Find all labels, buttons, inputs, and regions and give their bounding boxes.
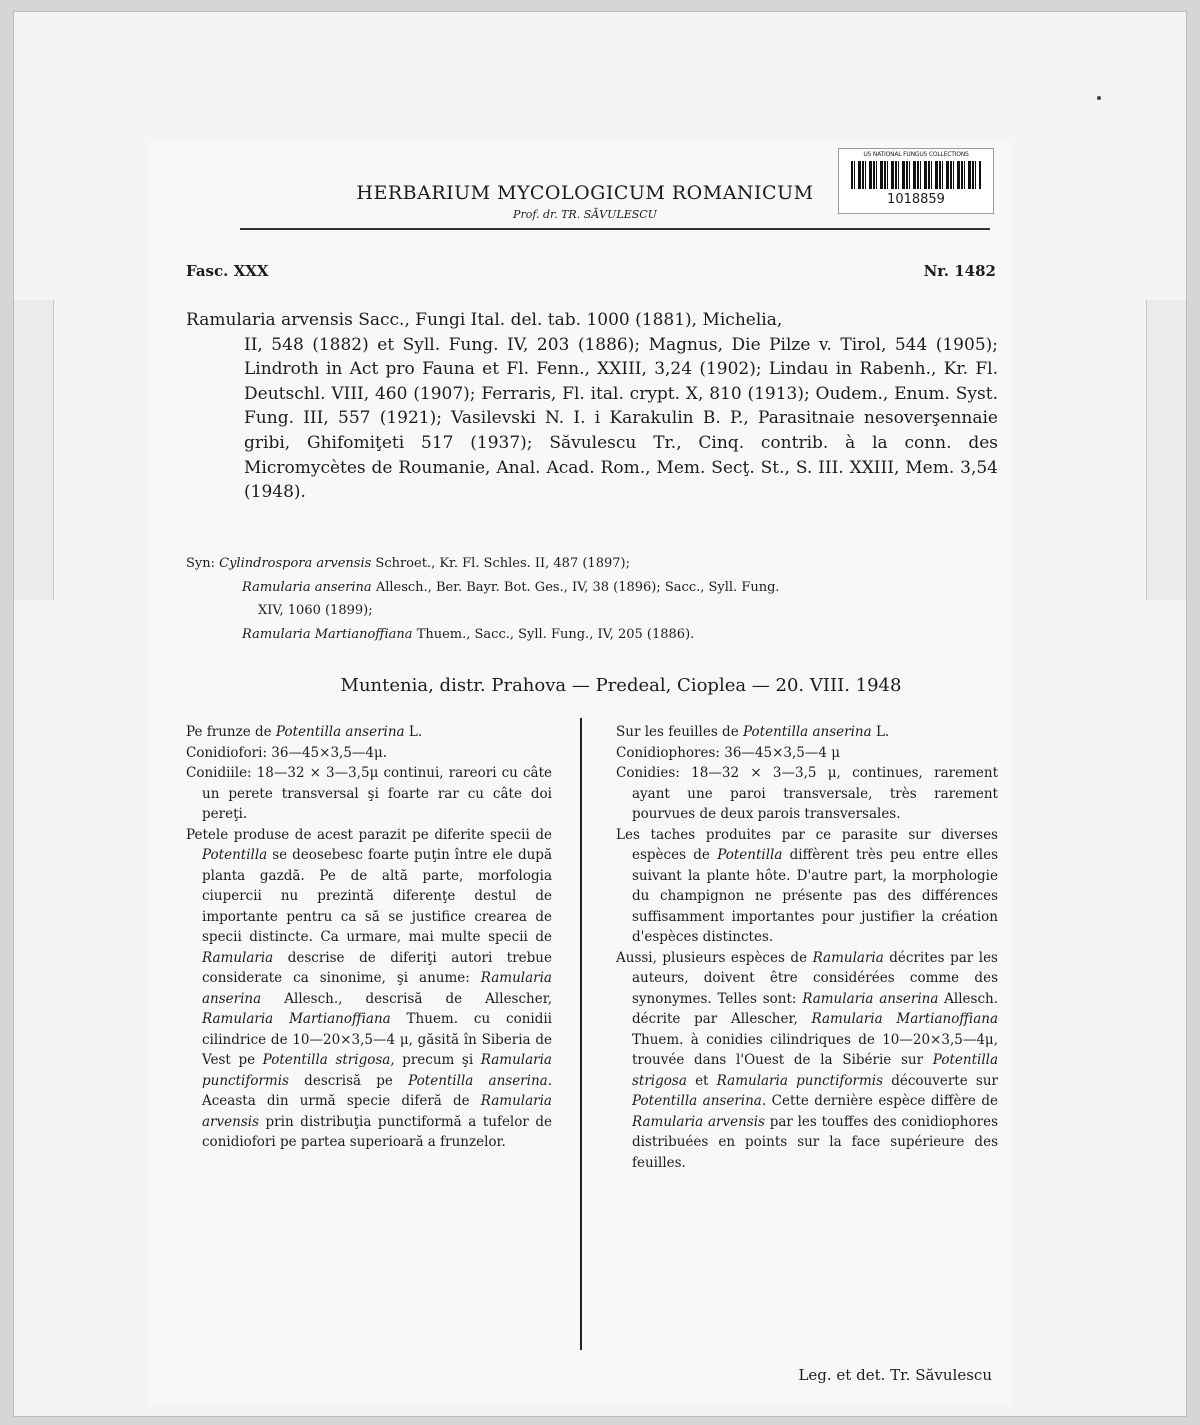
syn-prefix: Syn:: [186, 556, 220, 571]
syn-1-name: Cylindrospora arvensis: [219, 556, 372, 571]
collection-locality: Muntenia, distr. Prahova — Predeal, Cioplea — 20. VIII. 1948: [340, 675, 902, 696]
ro-text-i: prin distribuţia punctiformă a tufelor de conidiofori pe partea superioară a frunzelor.: [202, 1113, 552, 1150]
ro-host-3: Potentilla anserina: [408, 1072, 548, 1089]
fr-text-j: par les touffes des conidiophores distribuées en points sur la face supérieure des feuilles.: [632, 1113, 999, 1171]
ro-host-name: Potentilla anserina: [275, 724, 405, 740]
fr-conidia: Conidies: 18—32 × 3—3,5 μ, continues, rarement ayant une paroi transversale, très rarement pourvues de deux parois transversales.: [616, 765, 998, 822]
species-citation: [186, 308, 998, 505]
synonyms: [186, 552, 998, 646]
french-description: [616, 722, 998, 1173]
ro-genus-2: Ramularia: [202, 949, 274, 966]
fr-conidiophores: Conidiophores: 36—45×3,5—4 μ: [616, 744, 841, 761]
syn-3-ref: Thuem., Sacc., Syll. Fung., IV, 205 (1886).: [412, 626, 695, 642]
ro-text-d: Allesch., descrisă de Allescher,: [261, 990, 552, 1007]
syn-2-name: Ramularia anserina: [242, 579, 372, 595]
syn-1-ref: Schroet., Kr. Fl. Schles. II, 487 (1897);: [371, 556, 630, 571]
ro-text-c: descrise de diferiţi autori trebue considerate ca sinonime, şi anume:: [202, 949, 552, 986]
herbarium-title: HERBARIUM MYCOLOGICUM ROMANICUM: [356, 182, 814, 204]
collector-determiner: Leg. et det. Tr. Săvulescu: [798, 1366, 992, 1384]
fr-text-h: découverte sur: [883, 1072, 998, 1089]
fr-host: [616, 722, 998, 743]
header-divider: [240, 228, 990, 230]
fr-host-3: Potentilla anserina: [632, 1093, 762, 1109]
ro-text-g: descrisă pe: [288, 1072, 409, 1089]
fr-synonyms: [616, 948, 998, 1174]
fr-discussion: [616, 825, 998, 948]
fr-species-2: Ramularia Martianoffiana: [811, 1011, 998, 1027]
fr-text-i: . Cette dernière espèce diffère de: [761, 1093, 998, 1109]
fr-host-name: Potentilla anserina: [742, 724, 872, 740]
fr-text-b: diffèrent très peu entre elles suivant la plante hôte. D'autre part, la morphologie du champignon ne présente pas des différences suffisamment importantes pour justifier la création d'espèces distinctes.: [632, 847, 998, 945]
ro-species-4: Ramularia arvensis: [202, 1093, 552, 1130]
fr-text-d: décrites par les auteurs, doivent être considérées comme des synonymes. Telles sont:: [632, 949, 998, 1007]
ro-host-text: Pe frunze de: [186, 724, 276, 740]
fr-species-1: Ramularia anserina: [802, 990, 939, 1007]
fr-host-author: L.: [871, 724, 890, 740]
fr-text-g: et: [686, 1072, 717, 1089]
syn-2-ref: Allesch., Ber. Bayr. Bot. Ges., IV, 38 (1896); Sacc., Syll. Fung.: [371, 579, 780, 595]
ro-conidia: Conidiile: 18—32 × 3—3,5μ continui, rareori cu câte un perete transversal şi foarte rar cu câte doi pereţi.: [186, 765, 552, 822]
fr-species-4: Ramularia arvensis: [632, 1113, 765, 1130]
syn-2-cont: XIV, 1060 (1899);: [258, 603, 373, 618]
fr-text-a: Les taches produites par ce parasite sur diverses espèces de: [616, 826, 998, 863]
fascicle-number: Fasc. XXX: [186, 262, 269, 280]
specimen-number: Nr. 1482: [923, 262, 996, 280]
ro-host: [186, 722, 552, 743]
ro-host-author: L.: [404, 724, 423, 740]
ro-discussion: [186, 825, 552, 1153]
ro-species-1: Ramularia anserina: [202, 970, 552, 1007]
ro-text-f: , precum şi: [390, 1052, 481, 1068]
ro-text-e: Thuem. cu conidii cilindrice de 10—20×3,5—4 μ, găsită în Siberia de Vest pe: [202, 1011, 552, 1068]
barcode-number: 1018859: [887, 192, 945, 207]
syn-3: [186, 623, 998, 647]
fr-species-3: Ramularia punctiformis: [716, 1072, 884, 1089]
ro-species-3: Ramularia punctiformis: [202, 1052, 552, 1089]
fr-genus-2: Ramularia: [812, 949, 884, 966]
ro-text-a: Petele produse de acest parazit pe diferite specii de: [186, 826, 552, 843]
fr-text-e: Allesch. décrite par Allescher,: [632, 990, 999, 1027]
romanian-description: [186, 722, 552, 1153]
sheet-fold-left: [14, 300, 54, 600]
ro-text-b: se deosebesc foarte puţin între ele după planta gazdă. Pe de altă parte, morfologia ciupercii nu prezintă diferenţe destul de importante pentru ca să se justifice crearea de specii distincte. Ca urmare, mai multe specii de: [202, 847, 552, 945]
barcode-bars: [851, 161, 981, 189]
ro-genus: Potentilla: [202, 847, 268, 863]
sheet-fold-right: [1146, 300, 1186, 600]
fr-host-2: Potentilla strigosa: [632, 1052, 998, 1089]
syn-2: [186, 576, 998, 600]
fr-text-c: Aussi, plusieurs espèces de: [616, 949, 813, 966]
ro-host-2: Potentilla strigosa: [262, 1052, 391, 1068]
fr-genus: Potentilla: [717, 847, 783, 863]
citation-body: II, 548 (1882) et Syll. Fung. IV, 203 (1886); Magnus, Die Pilze v. Tirol, 544 (1905); Lindroth in Act pro Fauna et Fl. Fenn., XXIII, 3,24 (1902); Lindau in Rabenh., Kr. Fl. Deutschl. VIII, 460 (1907); Ferraris, Fl. ital. crypt. X, 810 (1913); Oudem., Enum. Syst. Fung. III, 557 (1921); Vasilevski N. I. i Karakulin B. P., Parasitnaie nesoverşennaie gribi, Ghifomiţeti 517 (1937); Săvulescu Tr., Cinq. contrib. à la conn. des Micromycètes de Roumanie, Anal. Acad. Rom., Mem. Secţ. St., S. III. XXIII, Mem. 3,54 (1948).: [244, 334, 998, 503]
fr-host-text: Sur les feuilles de: [616, 724, 743, 740]
speck: [1097, 96, 1101, 100]
barcode-tag: [838, 148, 994, 214]
column-divider: [580, 718, 582, 1350]
herbarium-subtitle: Prof. dr. TR. SĂVULESCU: [513, 208, 657, 221]
ro-text-h: . Aceasta din urmă specie diferă de: [202, 1072, 552, 1109]
citation-first-line: Ramularia arvensis Sacc., Fungi Ital. del. tab. 1000 (1881), Michelia,: [186, 310, 783, 330]
fr-text-f: Thuem. à conidies cilindriques de 10—20×3,5—4μ, trouvée dans l'Ouest de la Sibérie sur: [632, 1031, 998, 1068]
barcode-title: US NATIONAL FUNGUS COLLECTIONS: [863, 151, 969, 158]
syn-3-name: Ramularia Martianoffiana: [242, 626, 413, 642]
ro-conidiophores: Conidiofori: 36—45×3,5—4μ.: [186, 744, 388, 761]
ro-species-2: Ramularia Martianoffiana: [202, 1011, 391, 1027]
